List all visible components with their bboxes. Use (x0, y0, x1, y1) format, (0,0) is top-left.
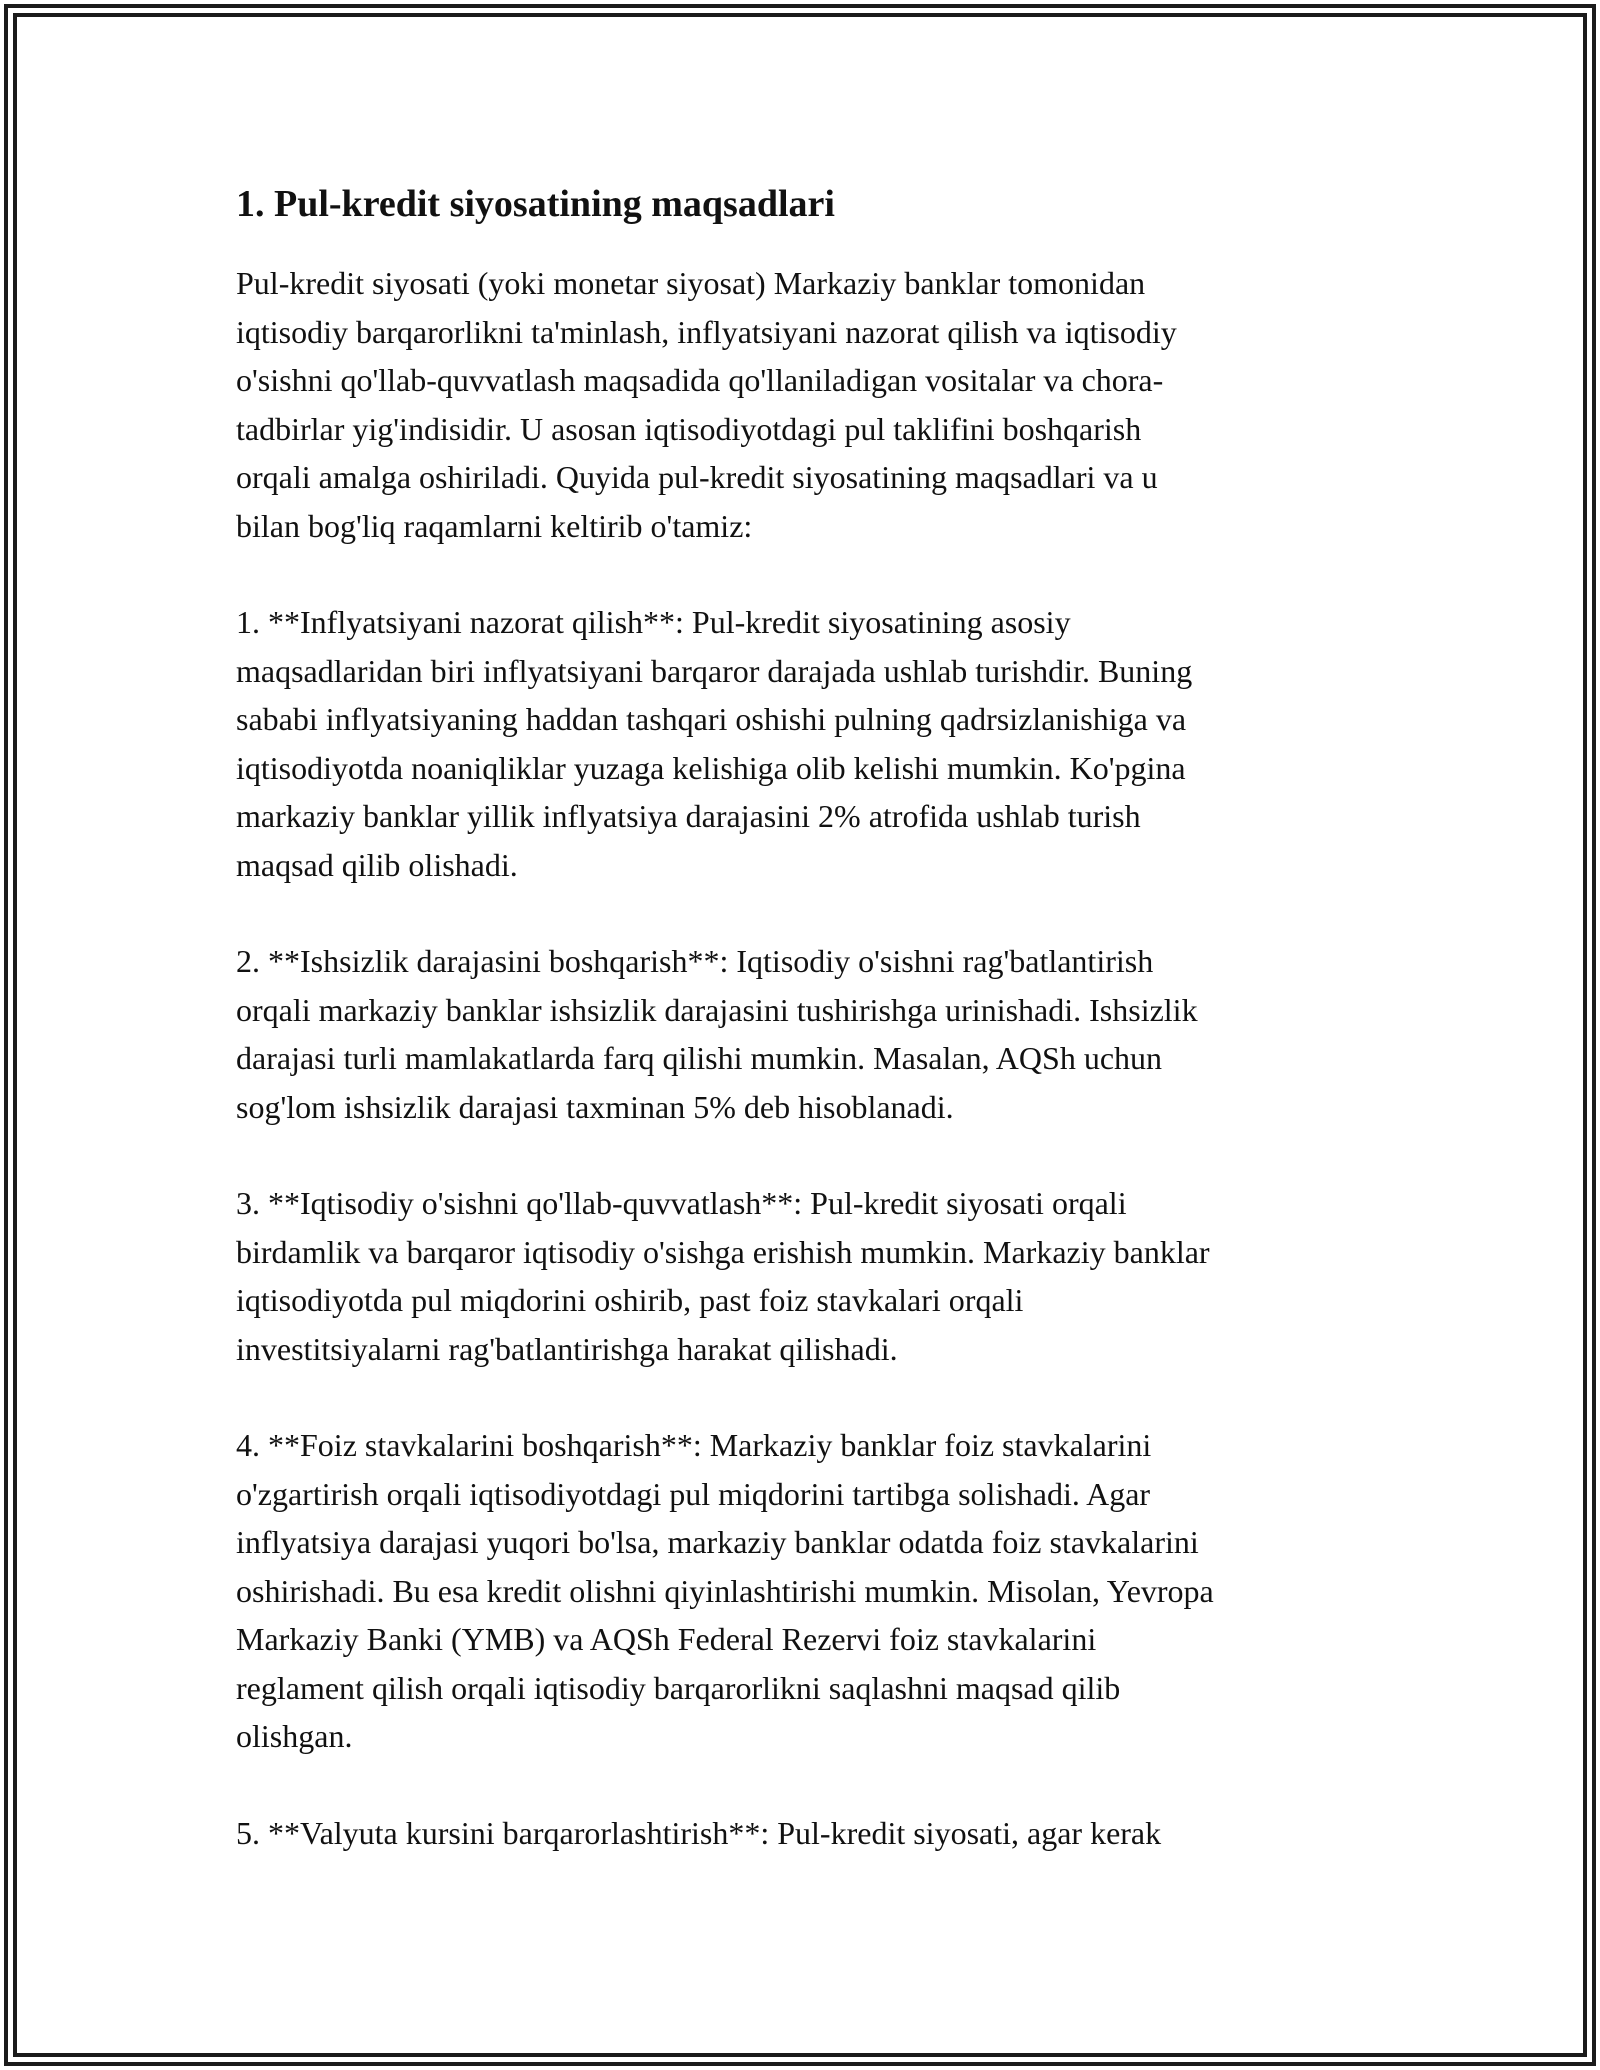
section-heading: 1. Pul-kredit siyosatining maqsadlari (236, 183, 835, 225)
document-body (236, 180, 1366, 1905)
goal-inflation-paragraph: 1. **Inflyatsiyani nazorat qilish**: Pul-kredit siyosatining asosiy maqsadlaridan biri inflyatsiyani barqaror darajada ushlab turishdir. Buning sababi inflyatsiyaning haddan tashqari oshishi pulning qadrsizlanishiga va iqtisodiyotda noaniqliklar yuzaga kelishiga olib kelishi mumkin. Ko'pgina markaziy banklar yillik inflyatsiya darajasini 2% atrofida ushlab turish maqsad qilib olishadi. (236, 604, 1193, 883)
intro-paragraph: Pul-kredit siyosati (yoki monetar siyosat) Markaziy banklar tomonidan iqtisodiy barqarorlikni ta'minlash, inflyatsiyani nazorat qilish va iqtisodiy o'sishni qo'llab-quvvatlash maqsadida qo'llaniladigan vositalar va chora- tadbirlar yig'indisidir. U asosan iqtisodiyotdagi pul taklifini boshqarish orqali amalga oshiriladi. Quyida pul-kredit siyosatining maqsadlari va u bilan bog'liq raqamlarni keltirib o'tamiz: (236, 265, 1177, 544)
goal-unemployment-paragraph: 2. **Ishsizlik darajasini boshqarish**: Iqtisodiy o'sishni rag'batlantirish orqali markaziy banklar ishsizlik darajasini tushirishga urinishadi. Ishsizlik darajasi turli mamlakatlarda farq qilishi mumkin. Masalan, AQSh uchun sog'lom ishsizlik darajasi taxminan 5% deb hisoblanadi. (236, 943, 1198, 1125)
goal-growth-paragraph: 3. **Iqtisodiy o'sishni qo'llab-quvvatlash**: Pul-kredit siyosati orqali birdamlik va barqaror iqtisodiy o'sishga erishish mumkin. Markaziy banklar iqtisodiyotda pul miqdorini oshirib, past foiz stavkalari orqali investitsiyalarni rag'batlantirishga harakat qilishadi. (236, 1185, 1210, 1367)
goal-interest-rates-paragraph: 4. **Foiz stavkalarini boshqarish**: Markaziy banklar foiz stavkalarini o'zgartirish orqali iqtisodiyotdagi pul miqdorini tartibga solishadi. Agar inflyatsiya darajasi yuqori bo'lsa, markaziy banklar odatda foiz stavkalarini oshirishadi. Bu esa kredit olishni qiyinlashtirishi mumkin. Misolan, Yevropa Markaziy Banki (YMB) va AQSh Federal Rezervi foiz stavkalarini reglament qilish orqali iqtisodiy barqarorlikni saqlashni maqsad qilib olishgan. (236, 1427, 1214, 1755)
goal-exchange-rate-paragraph: 5. **Valyuta kursini barqarorlashtirish**: Pul-kredit siyosati, agar kerak (236, 1814, 1162, 1851)
